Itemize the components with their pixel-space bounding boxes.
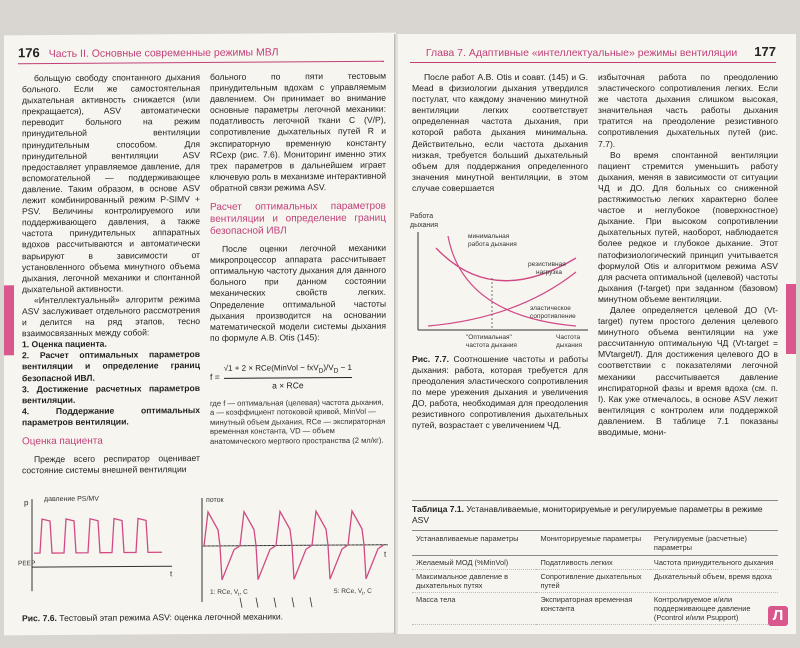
formula-numerator-end: − 1 <box>338 362 353 373</box>
test-breath-1-label: 1: RCe, $V_t$, C <box>210 588 248 598</box>
table-row <box>412 570 778 593</box>
left-page-number: 176 <box>18 45 40 61</box>
curve-label: минимальная <box>468 233 510 240</box>
table-7-1 <box>412 530 778 625</box>
table-caption-label: Таблица 7.1. <box>412 504 464 514</box>
table-cell: Экспираторная временная константа <box>536 593 649 625</box>
right-column-1 <box>412 72 588 194</box>
caption-text: Соотношение частоты и работы дыхания: работа, которая требуется для преодоления эластического сопротивления по мере урежения дыхания и увеличения ДО, работа, необходимая для преодоления резистивного сопротивления дыхательных путей, возрастает с увеличением ЧД. <box>412 354 589 430</box>
right-page-header <box>410 44 776 63</box>
table-caption-text: Устанавливаемые, мониторируемые и регулируемые параметры в режиме ASV <box>412 504 763 525</box>
section-title-optimal-parameters: Расчет оптимальных параметров вентиляции и определение границ безопасной ИВЛ <box>210 200 386 237</box>
left-page-header <box>18 43 384 65</box>
table-header-row <box>412 531 778 556</box>
paragraph: больщую свободу спонтанного дыхания больного. Если же самостоятельная дыхательная активность снижается (или прекращается), ASV автоматически переводит больного на режим принудительной вентиляции принудительным способом. Для принудительной вентиляции ASV предоставляет управляемое давление, для вспомогательной — поддерживающее давление. Таким образом, в основе ASV лежит комбинированный режим P-SIMV + PSV. Величины контролируемого или поддерживающего давления, а также частота принудительных аппаратных вдохов рассчитываются и автоматически варьируют в зависимости от установленного объема минутного объема дыхания, легочной механики и спонтанной дыхательной активности. <box>22 72 200 295</box>
formula-legend: где f — оптимальная (целевая) частота дыхания, a — коэффициент потоковой кривой, MinVol — минутный объем дыхания, RCe — экспираторная временная константа, VD — объем анатомического мертвого пространства (2 мл/кг). <box>210 397 386 446</box>
left-column-2 <box>210 71 386 344</box>
table-cell: Контролируемое и/или поддерживающее давление (Pcontrol и/или Psupport) <box>650 593 778 625</box>
caption-label: Рис. 7.6. <box>22 612 57 624</box>
table-row <box>412 593 778 625</box>
paragraph: После оценки легочной механики микропроцессор аппарата рассчитывает оптимальную частоту дыхания для данного больного при данном состоянии механических свойств легких. Определение оптимальной частоты дыхания производится на основании математической модели системы дыхания по формуле A.B. Otis (145): <box>210 242 386 343</box>
otis-formula <box>210 363 386 447</box>
right-header-title: Глава 7. Адаптивные «интеллектуальные» режимы вентиляции <box>425 47 738 59</box>
formula-numerator: √1 + 2 × RCe(MinVol − fxV <box>223 363 319 373</box>
right-column-2 <box>598 72 778 438</box>
caption-label: Рис. 7.7. <box>412 354 449 364</box>
formula-denominator: a × RCe <box>272 379 304 391</box>
formula-lhs: f = <box>210 372 220 383</box>
section-title-patient-assessment: Оценка пациента <box>22 435 103 448</box>
list-item: 1. Оценка пациента. <box>22 338 107 350</box>
arrows <box>240 597 312 608</box>
figure-7-6 <box>18 489 392 618</box>
figure-7-6-caption <box>22 611 392 625</box>
y-axis-label: Работа <box>410 213 434 220</box>
left-page <box>4 33 396 636</box>
table-cell: Желаемый МОД (%MinVol) <box>412 556 536 570</box>
paragraph: больного по пяти тестовым принудительным вдохам с управляемым давлением. Он принимает во внимание основные параметры легочной механики: податливость легочной ткани C (V/P), сопротивление дыхательных путей R и экспираторную временную константу RCexp (рис. 7.6). Мониторинг именно этих трех параметров в дальнейшем играет ключевую роль в механизме интерактивной обратной связи режима ASV. <box>210 70 386 193</box>
column-header: Устанавливаемые параметры <box>412 531 536 556</box>
curve-label: нагрузка <box>536 269 562 276</box>
axis-label-p: p <box>24 498 29 508</box>
curve-label: сопротивление <box>530 313 576 320</box>
list-item: 3. Достижение расчетных параметров вентиляции. <box>22 382 200 405</box>
paragraph: избыточная работа по преодолению эластического сопротивления легких. Если же частота дыхания слишком высокая, значительная часть работы дыхания тратится на преодоление резистивного сопротивления дыхательных путей (рис. 7.7). <box>598 72 778 149</box>
table-cell: Дыхательный объем, время вдоха <box>650 570 778 593</box>
right-chapter-tab <box>786 284 796 354</box>
right-page-number: 177 <box>754 44 776 59</box>
caption-text: Тестовый этап режима ASV: оценка легочной механики. <box>59 611 284 623</box>
table-cell: Масса тела <box>412 593 536 625</box>
x-axis-label: Частота <box>556 334 581 341</box>
left-chapter-tab <box>4 285 14 355</box>
x-axis-label: дыхания <box>556 342 582 349</box>
list-item: 2. Расчет оптимальных параметров вентиляции и определение границ безопасной ИВЛ. <box>22 349 200 383</box>
paragraph: Далее определяется целевой ДО (Vt-target) путем простого деления целевого минутного объема вентиляции на уже рассчитанную оптимальную ЧД (Vt-target = MVtarget/f). Для достижения целевого ДО в соответствии с показателями легочной механики рассчитывается давление инспираторной фазы и время вдоха (см. п. I). Как уже отмечалось, в основе ASV лежит вентиляция с контролем или поддержкой давлением. В таблице 7.1 показаны вводимые, мони- <box>598 304 778 437</box>
curve-label: работа дыхания <box>468 241 517 248</box>
right-page <box>398 34 796 634</box>
paragraph: «Интеллектуальный» алгоритм режима ASV заслуживает отдельного рассмотрения и делится на ряд этапов, тесно взаимосвязанных между собой: <box>22 293 200 339</box>
axis-label-t: t <box>384 549 387 559</box>
flow-label: поток <box>206 496 224 504</box>
peep-label: PEEP <box>18 560 36 568</box>
paragraph: Во время спонтанной вентиляции пациент стремится уменьшить работу дыхания, меняя в зависимости от ситуации ЧД и ДО. Для больных со сниженной растяжимостью легких характерно более частое и неглубокое (поверхностное) дыхание. При высоком сопротивлении дыхательных путей, наоборот, наблюдается более редкое и глубокое дыхание. Этот патофизиологический принцип учитывается формулой Otis и алгоритмом режима ASV для расчета оптимальной (целевой) частоты дыхания (f-target) при заданном (базовом) минутном объеме вентиляции. <box>598 149 778 304</box>
column-header: Мониторируемые параметры <box>536 531 649 556</box>
pressure-time-axis <box>32 566 172 567</box>
x-axis-label: "Оптимальная" <box>466 334 512 341</box>
column-header: Регулируемые (расчетные) параметры <box>650 531 778 556</box>
list-item: 4. Поддержание оптимальных параметров вентиляции. <box>22 404 200 428</box>
pressure-label: давление PS/MV <box>44 495 99 504</box>
publisher-logo-icon: Л <box>768 606 788 626</box>
y-axis-label: дыхания <box>410 222 438 229</box>
paragraph: Прежде всего респиратор оценивает состояние системы внешней вентиляции <box>22 453 200 476</box>
formula-numerator-tail: )/V <box>323 363 334 373</box>
curve-label: резистивная <box>528 261 566 268</box>
table-7-1-caption <box>412 500 778 526</box>
paragraph: После работ A.B. Otis и соавт. (145) и G. Mead в физиологии дыхания утвердился постулат, что каждому значению минутной вентиляции легких соответствует определенная частота дыхания, при которой работа дыхания минимальна. Действительно, если частота дыхания низкая, требуется больший дыхательный объем для поддержания определенного значения минутной вентиляции, в этом случае совершается <box>412 72 588 193</box>
curve-label: эластическое <box>530 305 571 312</box>
left-header-title: Часть II. Основные современные режимы МВЛ <box>48 46 279 61</box>
pressure-waveform <box>34 518 162 553</box>
x-axis-label: частота дыхания <box>466 342 517 349</box>
figure-7-7 <box>408 208 592 348</box>
test-breath-5-label: 5: RCe, $V_t$, C <box>334 587 372 597</box>
table-row <box>412 556 778 570</box>
figure-7-7-caption <box>412 354 588 431</box>
table-cell: Максимальное давление в дыхательных путях <box>412 570 536 593</box>
table-cell: Податливость легких <box>536 556 649 570</box>
formula-sub: D <box>318 367 324 375</box>
axis-label-t: t <box>170 569 173 579</box>
formula-sub: D <box>333 367 339 375</box>
table-cell: Частота принудительного дыхания <box>650 556 778 570</box>
table-cell: Сопротивление дыхательных путей <box>536 570 649 593</box>
left-column-1 <box>22 72 200 476</box>
